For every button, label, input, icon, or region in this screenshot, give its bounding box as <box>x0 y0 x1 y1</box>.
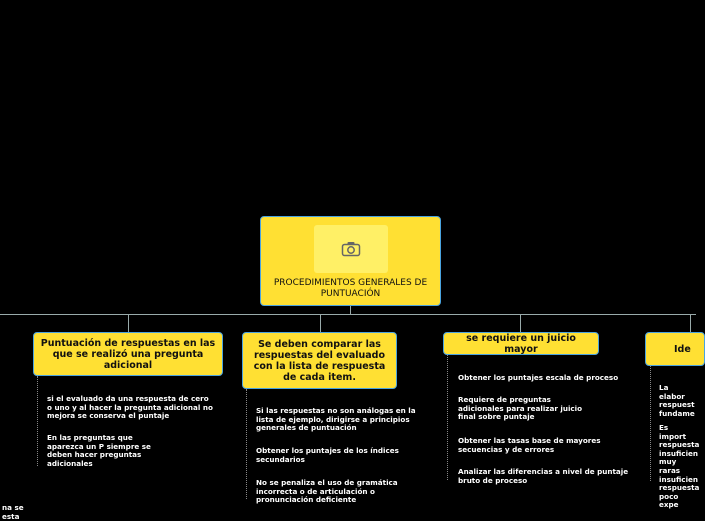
leaf-item: La elabor respuest fundame <box>659 383 695 418</box>
image-placeholder <box>314 225 388 273</box>
connector-branch-4 <box>690 314 691 332</box>
leaf-connector-3 <box>447 355 448 480</box>
branch-label: Puntuación de respuestas en las que se realizó una pregunta adicional <box>40 337 216 371</box>
branch-label: Ide <box>674 343 691 355</box>
connector-branch-1 <box>128 314 129 332</box>
connector-horizontal <box>0 314 696 315</box>
leaf-connector-1 <box>37 376 38 466</box>
connector-branch-3 <box>520 314 521 332</box>
leaf-connector-4 <box>650 366 651 481</box>
root-node[interactable] <box>260 216 441 306</box>
leaf-item: En las preguntas que aparezca un P siempre se deben hacer preguntas adicionales <box>47 433 151 468</box>
branch-node-3[interactable] <box>443 332 599 355</box>
leaf-connector-2 <box>246 389 247 499</box>
leaf-item: Si las respuestas no son análogas en la lista de ejemplo, dirigirse a principios generales de puntuación <box>256 406 416 433</box>
leaf-item: Requiere de preguntas adicionales para realizar juicio final sobre puntaje <box>458 395 583 422</box>
leaf-item: Obtener los puntajes escala de proceso <box>458 373 619 382</box>
branch-label: Se deben comparar las respuestas del evaluado con la lista de respuesta de cada item. <box>253 338 386 383</box>
leaf-item: si el evaluado da una respuesta de cero o uno y al hacer la pregunta adicional no mejora se conserva el puntaje <box>47 394 213 421</box>
branch-label: se requiere un juicio mayor <box>466 332 576 355</box>
edge-fragment: na se esta <box>2 503 24 521</box>
root-title: PROCEDIMIENTOS GENERALES DE PUNTUACIÓN <box>273 278 428 299</box>
leaf-item: Obtener las tasas base de mayores secuencias y de errores <box>458 436 601 454</box>
connector-branch-2 <box>320 314 321 332</box>
branch-node-1[interactable] <box>33 332 223 376</box>
leaf-item: Es import respuesta insuficien muy raras insuficien respuesta poco expe <box>659 423 700 510</box>
connector-root-down <box>350 306 351 314</box>
leaf-item: Analizar las diferencias a nivel de puntaje bruto de proceso <box>458 467 629 485</box>
leaf-item: No se penaliza el uso de gramática incorrecta o de articulación o pronunciación deficiente <box>256 478 398 505</box>
camera-icon <box>341 241 361 257</box>
branch-node-4[interactable] <box>645 332 705 366</box>
branch-node-2[interactable] <box>242 332 397 389</box>
leaf-item: Obtener los puntajes de los índices secundarios <box>256 446 399 464</box>
